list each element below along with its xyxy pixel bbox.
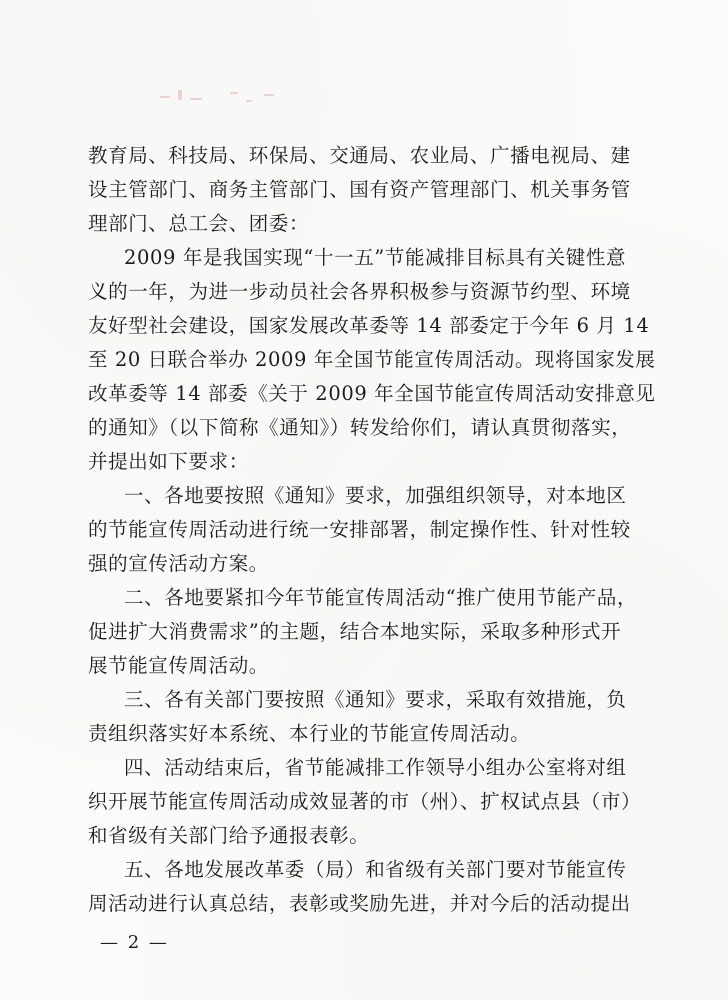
text-line: 的通知》（以下简称《通知》）转发给你们，请认真贯彻落实， — [88, 416, 632, 439]
text-line: 织开展节能宣传周活动成效显著的市（州）、扩权试点县（市） — [88, 790, 642, 813]
text-line: 的节能宣传周活动进行统一安排部署，制定操作性、针对性较 — [88, 518, 631, 541]
text-line: 展节能宣传周活动。 — [88, 654, 269, 677]
text-line: 责组织落实好本系统、本行业的节能宣传周活动。 — [88, 722, 531, 745]
text-line: 并提出如下要求： — [88, 450, 249, 473]
text-line: 至 20 日联合举办 2009 年全国节能宣传周活动。现将国家发展 — [88, 348, 656, 371]
text-line: 强的宣传活动方案。 — [88, 552, 269, 575]
text-line: 友好型社会建设，国家发展改革委等 14 部委定于今年 6 月 14 — [88, 314, 650, 337]
text-line: 一、各地要按照《通知》要求，加强组织领导，对本地区 — [124, 484, 627, 507]
text-line: 设主管部门、商务主管部门、国有资产管理部门、机关事务管 — [88, 178, 631, 201]
text-line: 四、活动结束后，省节能减排工作领导小组办公室将对组 — [124, 756, 627, 779]
text-line: 和省级有关部门给予通报表彰。 — [88, 824, 370, 847]
text-line: 五、各地发展改革委（局）和省级有关部门要对节能宣传 — [124, 858, 627, 881]
text-line: 理部门、总工会、团委： — [88, 212, 310, 235]
text-line: 三、各有关部门要按照《通知》要求，采取有效措施，负 — [124, 688, 627, 711]
page-number: — 2 — — [100, 932, 169, 953]
text-line: 周活动进行认真总结，表彰或奖励先进，并对今后的活动提出 — [88, 892, 631, 915]
text-line: 促进扩大消费需求”的主题，结合本地实际，采取多种形式开 — [88, 620, 622, 643]
text-line: 二、各地要紧扣今年节能宣传周活动“推广使用节能产品， — [124, 586, 638, 609]
text-line: 教育局、科技局、环保局、交通局、农业局、广播电视局、建 — [88, 144, 631, 167]
text-line: 改革委等 14 部委《关于 2009 年全国节能宣传周活动安排意见 — [88, 382, 656, 405]
text-line: 2009 年是我国实现“十一五”节能减排目标具有关键性意 — [124, 246, 627, 269]
text-line: 义的一年，为进一步动员社会各界积极参与资源节约型、环境 — [88, 280, 631, 303]
